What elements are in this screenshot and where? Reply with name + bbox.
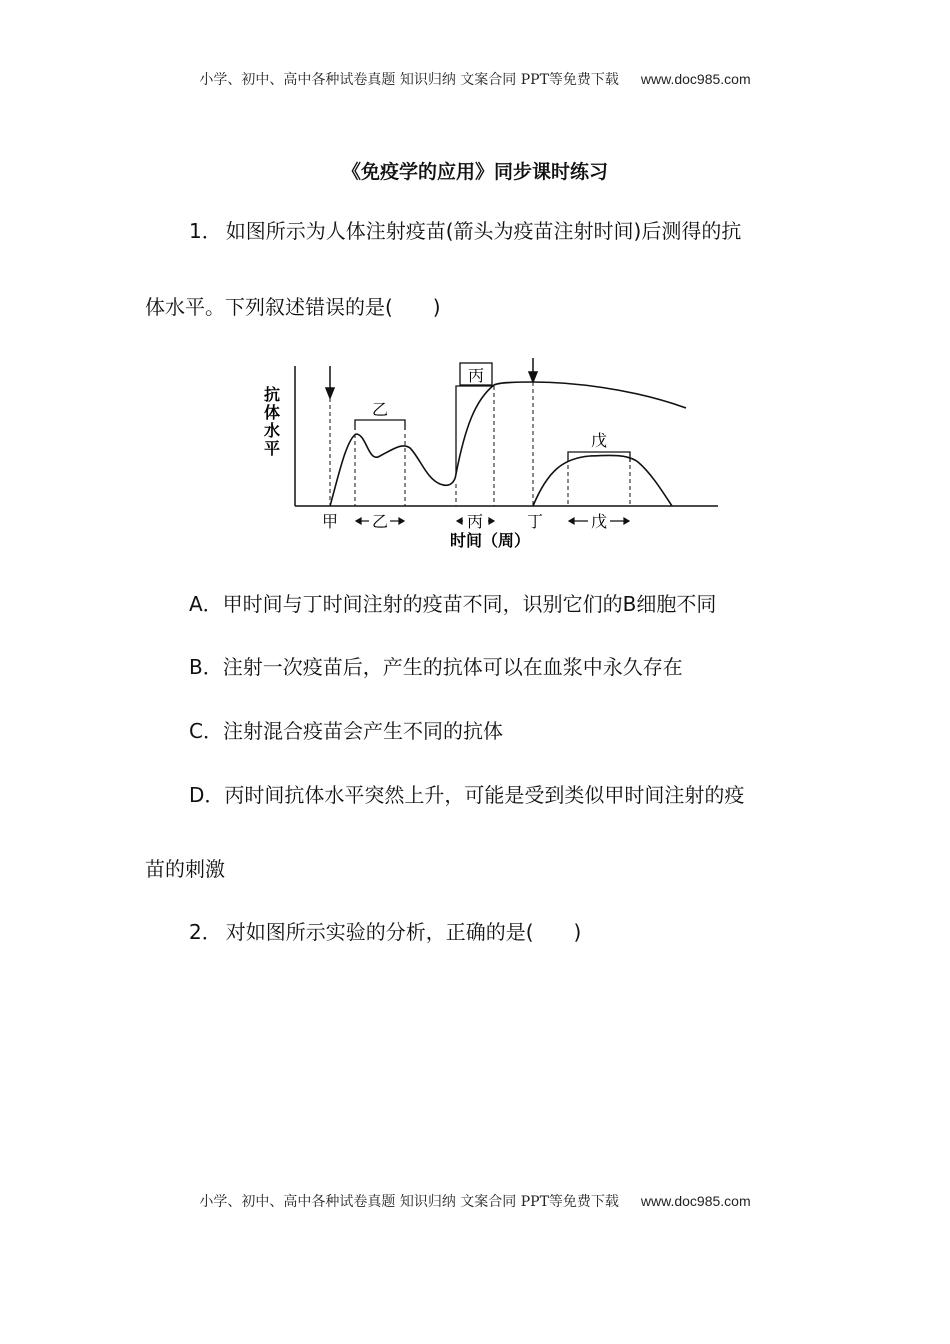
bracket-yi — [355, 420, 405, 430]
bracket-label-wu: 戊 — [590, 431, 608, 450]
footer-text: 小学、初中、高中各种试卷真题 知识归纳 文案合同 PPT等免费下载 — [199, 1194, 619, 1210]
header-text: 小学、初中、高中各种试卷真题 知识归纳 文案合同 PPT等免费下载 — [199, 72, 619, 88]
bracket-label-yi: 乙 — [371, 400, 389, 419]
q1-stem-line2: 体水平。下列叙述错误的是( ) — [145, 295, 441, 319]
bracket-label-bing: 丙 — [467, 366, 485, 385]
curve-secondary — [533, 455, 672, 506]
q1-number: 1． — [189, 219, 222, 243]
xaxis-title: 时间（周） — [449, 531, 531, 550]
arrow-jia — [326, 366, 334, 398]
xlabel-ding: 丁 — [526, 512, 544, 531]
antibody-figure — [260, 358, 730, 558]
q1-stem-line1: 如图所示为人体注射疫苗(箭头为疫苗注射时间)后测得的抗 — [225, 219, 742, 243]
page-title: 《免疫学的应用》同步课时练习 — [341, 161, 608, 183]
footer-site[interactable]: www.doc985.com — [640, 1193, 751, 1209]
q2-number: 2． — [189, 920, 222, 944]
header-site[interactable]: www.doc985.com — [640, 71, 751, 87]
q1-option-d[interactable]: D．丙时间抗体水平突然上升，可能是受到类似甲时间注射的疫 — [189, 783, 745, 807]
ylabel-char-2: 体 — [263, 403, 281, 422]
q1-line1 — [189, 217, 741, 245]
xlabel-wu: 戊 — [590, 512, 608, 531]
xlabel-jia: 甲 — [321, 512, 339, 531]
q2-line — [189, 918, 581, 946]
q1-option-d-cont: 苗的刺激 — [145, 857, 225, 881]
page-header — [0, 69, 950, 89]
bracket-wu — [568, 452, 630, 462]
page-footer — [0, 1191, 950, 1211]
q1-option-a[interactable]: A．甲时间与丁时间注射的疫苗不同，识别它们的B细胞不同 — [189, 592, 717, 616]
ylabel-char-3: 水 — [263, 421, 281, 440]
ylabel-char-4: 平 — [263, 439, 281, 458]
q2-stem: 对如图所示实验的分析，正确的是( ) — [225, 920, 582, 944]
ylabel-char-1: 抗 — [263, 385, 281, 404]
xlabel-bing: 丙 — [466, 512, 484, 531]
q1-option-c[interactable]: C．注射混合疫苗会产生不同的抗体 — [189, 719, 503, 743]
arrow-ding — [529, 358, 537, 382]
q1-option-b[interactable]: B．注射一次疫苗后，产生的抗体可以在血浆中永久存在 — [189, 655, 683, 679]
xlabel-yi: 乙 — [371, 512, 389, 531]
